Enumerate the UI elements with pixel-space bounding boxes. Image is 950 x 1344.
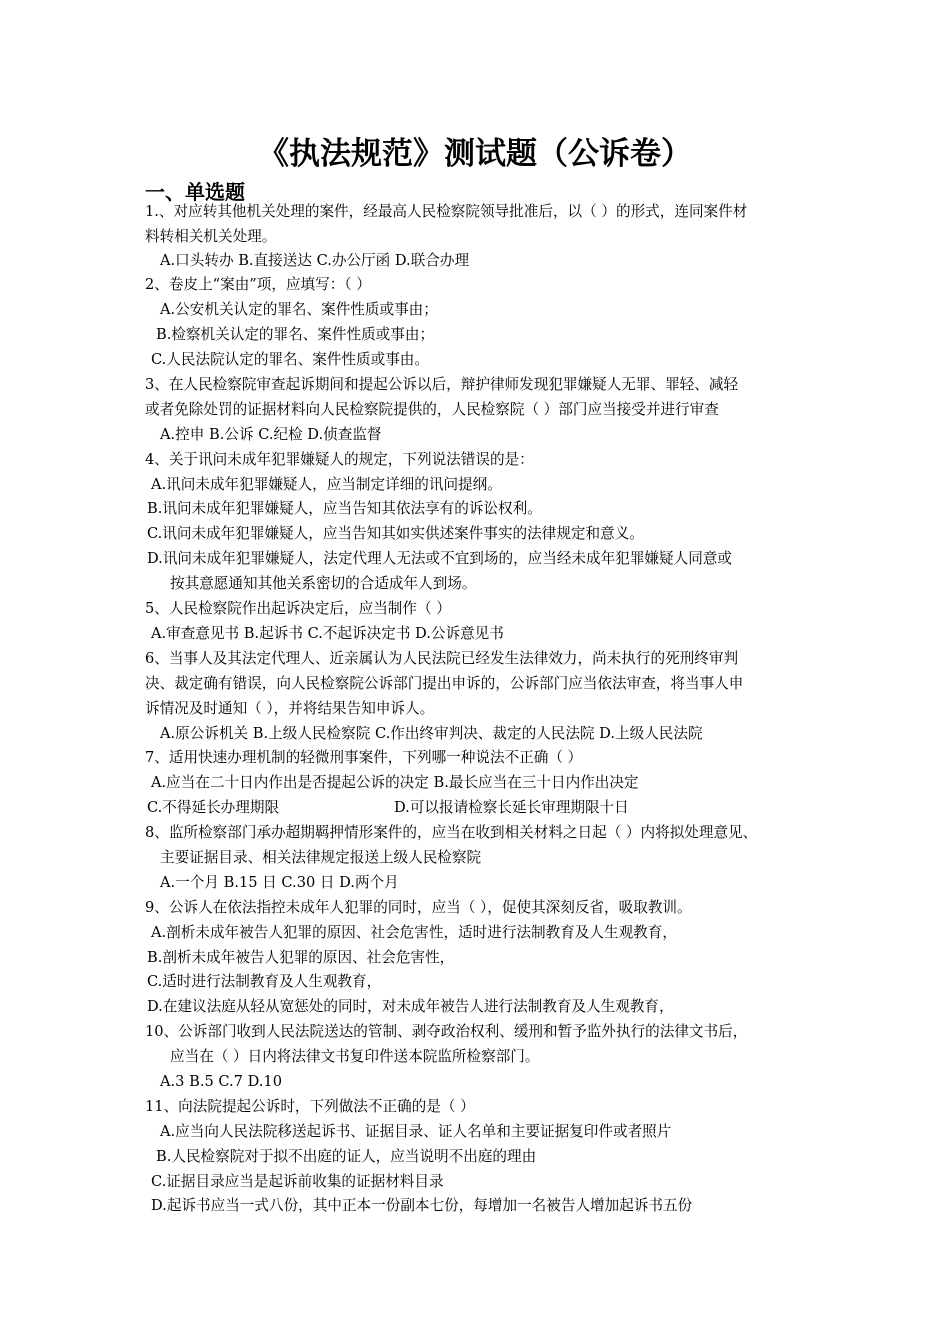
question-text: 8、监所检察部门承办超期羁押情形案件的，应当在收到相关材料之日起（ ）内将拟处理意见、 [145, 824, 758, 841]
option-line: D.讯问未成年犯罪嫌疑人，法定代理人无法或不宜到场的，应当经未成年犯罪嫌疑人同意或 [147, 550, 732, 567]
question-text: 应当在（ ）日内将法律文书复印件送本院监所检察部门。 [170, 1048, 540, 1065]
option-line: B.讯问未成年犯罪嫌疑人，应当告知其依法享有的诉讼权利。 [147, 500, 542, 517]
option-line: 按其意愿通知其他关系密切的合适成年人到场。 [170, 575, 477, 592]
question-text: 决、裁定确有错误，向人民检察院公诉部门提出申诉的，公诉部门应当依法审查，将当事人申 [145, 675, 744, 692]
option-line: B.检察机关认定的罪名、案件性质或事由； [156, 326, 435, 343]
question-text: 2、卷皮上“案由”项，应填写：（ ） [145, 276, 371, 293]
option-line: C.讯问未成年犯罪嫌疑人，应当告知其如实供述案件事实的法律规定和意义。 [147, 525, 644, 542]
option-line: D.起诉书应当一式八份，其中正本一份副本七份，每增加一名被告人增加起诉书五份 [151, 1197, 693, 1214]
question-text: 9、公诉人在依法指控未成年人犯罪的同时，应当（ ），促使其深刻反省，吸取教训。 [145, 899, 692, 916]
document-title: 《执法规范》测试题（公诉卷） [258, 136, 692, 172]
option-line: D.可以报请检察长延长审理期限十日 [394, 799, 629, 816]
option-line: A.口头转办 B.直接送达 C.办公厅函 D.联合办理 [160, 252, 470, 269]
section-heading: 一、单选题 [145, 180, 245, 204]
question-text: 11、向法院提起公诉时，下列做法不正确的是（ ） [145, 1098, 475, 1115]
option-line: C.人民法院认定的罪名、案件性质或事由。 [151, 351, 429, 368]
option-line: A.讯问未成年犯罪嫌疑人，应当制定详细的讯问提纲。 [151, 476, 502, 493]
question-text: 4、关于讯问未成年犯罪嫌疑人的规定，下列说法错误的是： [145, 451, 534, 468]
option-line: D.在建议法庭从轻从宽惩处的同时，对未成年被告人进行法制教育及人生观教育， [147, 998, 674, 1015]
option-line: A.原公诉机关 B.上级人民检察院 C.作出终审判决、裁定的人民法院 D.上级人民法院 [160, 725, 703, 742]
option-line: C.适时进行法制教育及人生观教育， [147, 973, 382, 990]
option-line: C.不得延长办理期限 [147, 799, 280, 816]
question-text: 10、公诉部门收到人民法院送达的管制、剥夺政治权利、缓刑和暂予监外执行的法律文书后， [145, 1023, 748, 1040]
option-line: A.公安机关认定的罪名、案件性质或事由； [160, 301, 438, 318]
option-line: A.控申 B.公诉 C.纪检 D.侦查监督 [160, 426, 382, 443]
question-text: 诉情况及时通知（ ），并将结果告知申诉人。 [145, 700, 435, 717]
question-text: 5、人民检察院作出起诉决定后，应当制作（ ） [145, 600, 451, 617]
option-line: A.一个月 B.15 日 C.30 日 D.两个月 [160, 874, 399, 891]
question-text: 或者免除处罚的证据材料向人民检察院提供的，人民检察院（ ）部门应当接受并进行审查 [145, 401, 719, 418]
option-line: B.人民检察院对于拟不出庭的证人，应当说明不出庭的理由 [156, 1148, 537, 1165]
option-line: A.审查意见书 B.起诉书 C.不起诉决定书 D.公诉意见书 [151, 625, 504, 642]
question-text: 料转相关机关处理。 [145, 228, 277, 245]
question-text: 7、适用快速办理机制的轻微刑事案件，下列哪一种说法不正确（ ） [145, 749, 583, 766]
option-line: A.应当在二十日内作出是否提起公诉的决定 B.最长应当在三十日内作出决定 [151, 774, 639, 791]
question-text: 主要证据目录、相关法律规定报送上级人民检察院 [160, 849, 482, 866]
option-line: A.应当向人民法院移送起诉书、证据目录、证人名单和主要证据复印件或者照片 [160, 1123, 672, 1140]
question-text: 3、在人民检察院审查起诉期间和提起公诉以后，辩护律师发现犯罪嫌疑人无罪、罪轻、减轻 [145, 376, 739, 393]
option-line: A.剖析未成年被告人犯罪的原因、社会危害性，适时进行法制教育及人生观教育， [151, 924, 677, 941]
option-line: C.证据目录应当是起诉前收集的证据材料目录 [151, 1173, 444, 1190]
option-line: A.3 B.5 C.7 D.10 [160, 1073, 282, 1090]
option-line: B.剖析未成年被告人犯罪的原因、社会危害性， [147, 949, 455, 966]
question-text: 1.、对应转其他机关处理的案件，经最高人民检察院领导批准后，以（ ）的形式，连同案件材 [145, 203, 748, 220]
question-text: 6、当事人及其法定代理人、近亲属认为人民法院已经发生法律效力，尚未执行的死刑终审判 [145, 650, 739, 667]
